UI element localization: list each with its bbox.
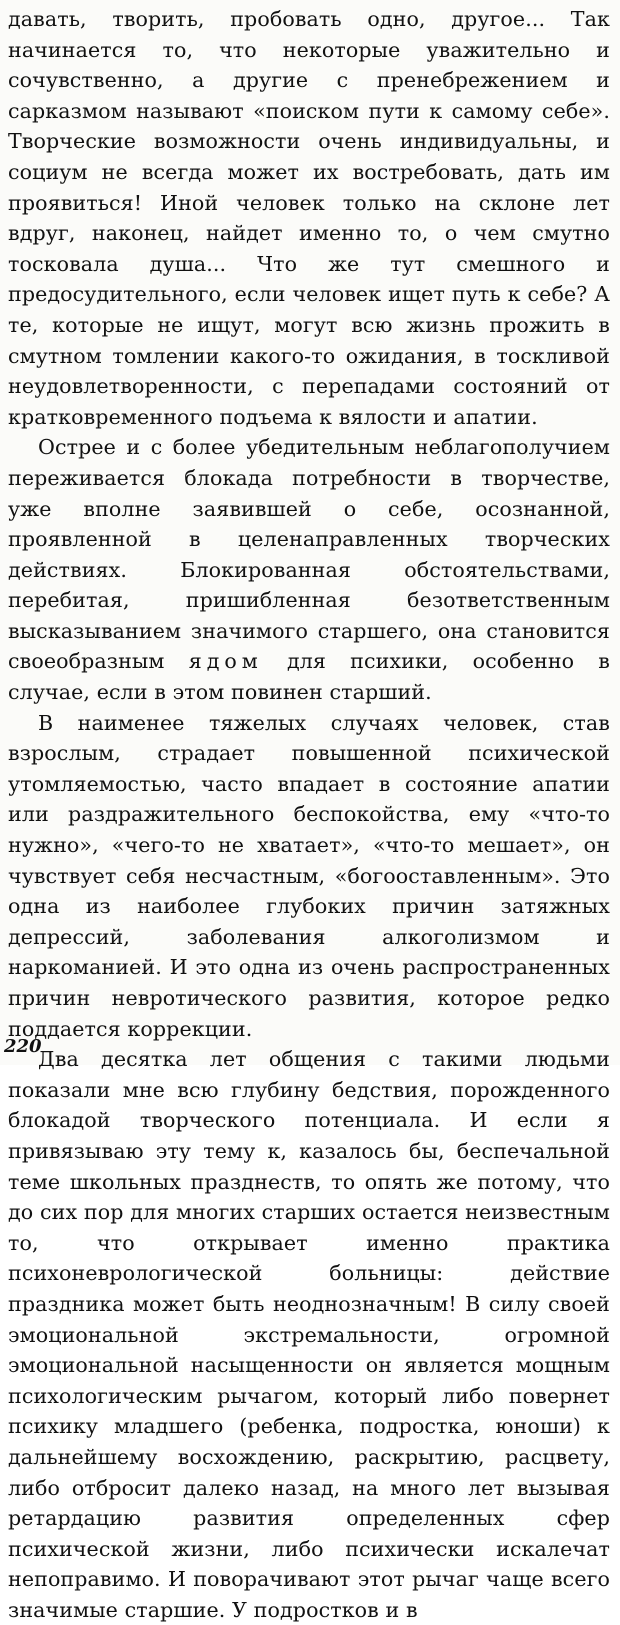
paragraph-2 xyxy=(8,432,610,707)
paragraph-4: Два десятка лет общения с такими людьми показали мне всю глубину бедствия, порожденного блокадой творческого потенциала. И если я привязываю эту тему к, казалось бы, беспечальной теме школьных празднеств, то опять же потому, что до сих пор для многих старших остается неизвестным то, что открывает именно практика психоневрологической больницы: действие праздника может быть неоднозначным! В силу своей эмоциональной экстремальности, огромной эмоциональной насыщенности он является мощным психологическим рычагом, который либо повернет психику младшего (ребенка, подростка, юноши) к дальнейшему восхождению, раскрытию, расцвету, либо отбросит далеко назад, на много лет вызывая ретардацию развития определенных сфер психической жизни, либо психически искалечат непоправимо. И поворачивают этот рычаг чаще всего значимые старшие. У подростков и в xyxy=(8,1047,610,1622)
paragraph-1: давать, творить, пробовать одно, другое... Так начинается то, что некоторые уважительно и сочувственно, а другие с пренебрежением и сарказмом называют «поиском пути к самому себе». Творческие возможности очень индивидуальны, и социум не всегда может их востребовать, дать им проявиться! Иной человек только на склоне лет вдруг, наконец, найдет именно то, о чем смутно тосковала душа... Что же тут смешного и предосудительного, если человек ищет путь к себе? А те, которые не ищут, могут всю жизнь прожить в смутном томлении какого-то ожидания, в тоскливой неудовлетворенности, с перепадами состояний от кратковременного подъема к вялости и апатии. xyxy=(8,7,610,429)
page-number: 220 xyxy=(4,1036,42,1057)
body-text xyxy=(8,4,610,1625)
paragraph-2-text-after: для психики, особенно в случае, если в этом повинен старший. xyxy=(8,649,610,705)
paragraph-3: В наименее тяжелых случаях человек, став взрослым, страдает повышенной психической утомляемостью, часто впадает в состояние апатии или раздражительного беспокойства, ему «что-то нужно», «чего-то не хватает», «что-то мешает», он чувствует себя несчастным, «богооставленным». Это одна из наиболее глубоких причин затяжных депрессий, заболевания алкоголизмом и наркоманией. И это одна из очень распространенных причин невротического развития, которое редко поддается коррекции. xyxy=(8,710,610,1041)
paragraph-2-spaced-word: ядом xyxy=(188,649,263,674)
paragraph-2-text-before: Острее и с более убедительным неблагополучием переживается блокада потребности в творчестве, уже вполне заявившей о себе, осознанной, проявленной в целенаправленных творческих действиях. Блокированная обстоятельствами, перебитая, пришибленная безответственным высказыванием значимого старшего, она становится своеобразным xyxy=(8,435,610,674)
